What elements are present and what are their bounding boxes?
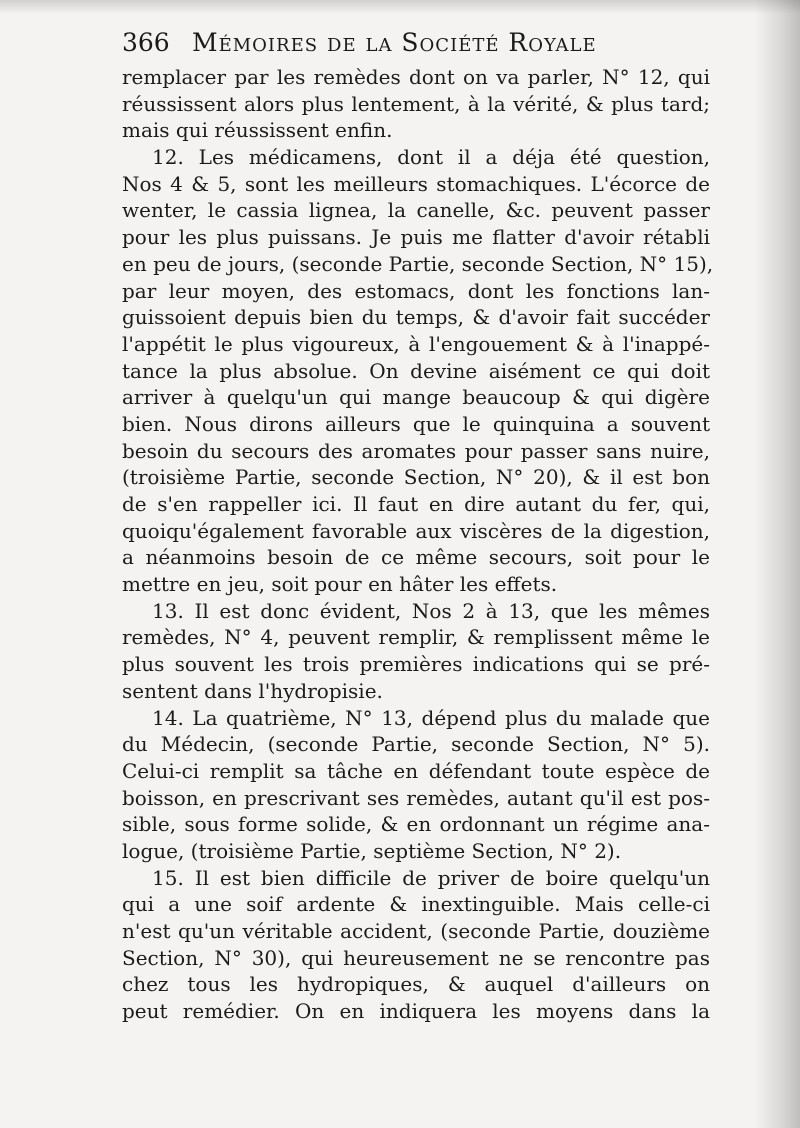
text-line: (troisième Partie, seconde Section, N° 20), & il est bon [122, 465, 710, 490]
running-title: Mémoires de la Société Royale [192, 28, 597, 57]
page-number: 366 [122, 28, 170, 57]
body-text [122, 64, 714, 1025]
running-header [122, 27, 722, 59]
text-line: remèdes, N° 4, peuvent remplir, & remplissent même le [122, 625, 710, 650]
text-line: réussissent alors plus lentement, à la vérité, & plus tard; [122, 91, 710, 116]
text-line: remplacer par les remèdes dont on va parler, N° 12, qui [122, 65, 710, 89]
text-line: de s'en rappeller ici. Il faut en dire autant du fer, qui, [122, 492, 710, 516]
text-line: boisson, en prescrivant ses remèdes, autant qu'il est pos- [122, 785, 710, 810]
text-line: sentent dans l'hydropisie. [122, 678, 383, 703]
text-line: par leur moyen, des estomacs, dont les fonctions lan- [122, 278, 710, 303]
text-line: qui a une soif ardente & inextinguible. Mais celle-ci [122, 892, 710, 917]
text-line: mettre en jeu, soit pour en hâter les effets. [122, 572, 558, 597]
paragraph-13-start: 13. Il est donc évident, Nos 2 à 13, que les mêmes [152, 598, 710, 623]
text-line: logue, (troisième Partie, septième Section, N° 2). [122, 838, 622, 863]
paragraph-12-start: 12. Les médicamens, dont il a déja été question, [152, 145, 710, 170]
text-line: wenter, le cassia lignea, la canelle, &c. peuvent passer [122, 198, 710, 223]
text-line: l'appétit le plus vigoureux, à l'engouement & à l'inappé- [122, 331, 710, 356]
text-line: mais qui réussissent enfin. [122, 118, 393, 143]
paragraph-14-start: 14. La quatrième, N° 13, dépend plus du malade que [152, 705, 710, 730]
text-line: bien. Nous dirons ailleurs que le quinquina a souvent [122, 411, 710, 436]
text-line: plus souvent les trois premières indications qui se pré- [122, 652, 710, 677]
text-line: besoin du secours des aromates pour passer sans nuire, [122, 438, 710, 463]
text-line: a néanmoins besoin de ce même secours, soit pour le [122, 545, 710, 570]
text-line: arriver à quelqu'un qui mange beaucoup & qui digère [122, 385, 710, 410]
text-line: Section, N° 30), qui heureusement ne se rencontre pas [122, 945, 710, 970]
text-line: Nos 4 & 5, sont les meilleurs stomachiques. L'écorce de [122, 171, 710, 196]
paragraph-15-start: 15. Il est bien difficile de priver de boire quelqu'un [152, 865, 710, 890]
text-line: sible, sous forme solide, & en ordonnant un régime ana- [122, 812, 710, 837]
text-line: tance la plus absolue. On devine aisément ce qui doit [122, 358, 710, 383]
text-line: peut remédier. On en indiquera les moyens dans la [122, 999, 710, 1024]
text-line: quoiqu'également favorable aux viscères de la digestion, [122, 518, 710, 543]
text-line: du Médecin, (seconde Partie, seconde Section, N° 5). [122, 732, 710, 757]
text-line: chez tous les hydropiques, & auquel d'ailleurs on [122, 972, 710, 997]
text-line: n'est qu'un véritable accident, (seconde Partie, douzième [122, 919, 710, 943]
text-line: en peu de jours, (seconde Partie, seconde Section, N° 15), [122, 251, 714, 276]
text-line: pour les plus puissans. Je puis me flatter d'avoir rétabli [122, 225, 710, 250]
text-line: Celui-ci remplit sa tâche en défendant toute espèce de [122, 758, 710, 783]
text-line: guissoient depuis bien du temps, & d'avoir fait succéder [122, 305, 710, 330]
